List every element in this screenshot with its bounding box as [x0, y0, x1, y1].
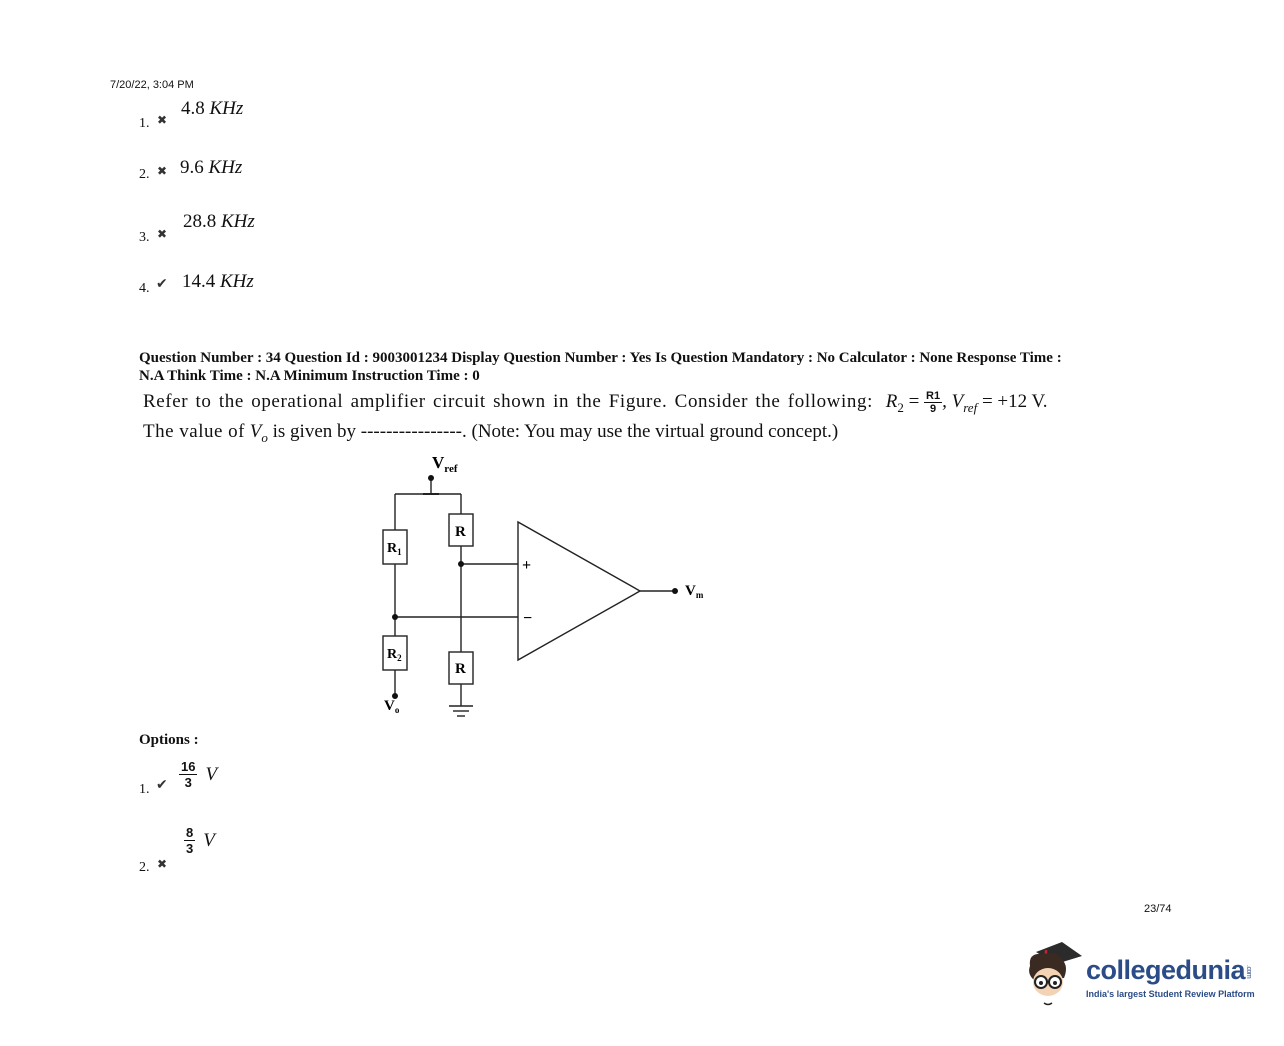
brand-suffix: .com	[1245, 965, 1253, 979]
option-1-number: 1.	[139, 782, 150, 797]
vref-value: = +12 V.	[981, 390, 1048, 412]
vo-symbol: V	[249, 421, 262, 442]
r1-over-9-fraction	[924, 390, 942, 415]
correct-check-icon: ✔	[156, 276, 168, 292]
prev-option-1-value: 4.8 KHz	[181, 98, 244, 119]
output-terminal-dot	[672, 588, 678, 594]
question-meta-line-1: Question Number : 34 Question Id : 9003001234 Display Question Number : Yes Is Question Mandatory : No Calculator : None Response Time :	[139, 350, 1062, 366]
fraction-denominator: 3	[186, 841, 194, 856]
vout-label: $V_m$	[685, 583, 704, 600]
wrong-mark-icon: ✖	[157, 113, 168, 127]
r-bottom-label: R	[455, 661, 466, 677]
brand-tagline: India's largest Student Review Platform	[1086, 989, 1255, 999]
equals-sign: =	[908, 390, 920, 412]
prev-option-1-number: 1.	[139, 116, 150, 131]
question-meta	[139, 349, 1169, 385]
r2-subscript: 2	[897, 399, 904, 415]
op-amp-circuit-diagram	[370, 448, 730, 723]
question-meta-line-2: N.A Think Time : N.A Minimum Instruction Time : 0	[139, 368, 480, 384]
question-text-1: Refer to the operational amplifier circuit shown in the Figure. Consider the following:	[143, 390, 873, 412]
option-2-fraction	[184, 825, 195, 856]
vref-label: $V_{ref}$	[432, 453, 458, 475]
fraction-denominator: 3	[184, 775, 192, 790]
junction-dot	[392, 614, 398, 620]
option-2-value[interactable]	[184, 825, 215, 856]
vref-symbol: , $V_{ref}$	[942, 390, 978, 415]
prev-option-2-value: 9.6 KHz	[180, 157, 243, 178]
wrong-mark-icon: ✖	[157, 164, 168, 178]
brand-name[interactable]: collegedunia.com	[1086, 955, 1253, 985]
fraction-numerator: 8	[186, 825, 194, 840]
r2-label: $R_2$	[387, 647, 402, 663]
timestamp: 7/20/22, 3:04 PM	[110, 79, 194, 91]
noninverting-input-label: +	[522, 557, 532, 574]
vo-label: $V_o$	[384, 698, 400, 715]
option-1-unit: V	[205, 763, 218, 785]
fraction-denominator: 9	[930, 403, 937, 415]
prev-option-4-value: 14.4 KHz	[182, 271, 254, 292]
fraction-numerator: R1	[926, 390, 941, 402]
question-text-line-1	[143, 390, 1048, 416]
junction-dot	[458, 561, 464, 567]
fraction-numerator: 16	[181, 759, 196, 774]
inverting-input-label: −	[523, 610, 533, 627]
option-1-fraction	[179, 759, 197, 790]
option-2-unit: V	[203, 829, 215, 851]
prev-option-2-number: 2.	[139, 167, 150, 182]
r1-label: $R_1$	[387, 541, 402, 557]
option-2-number: 2.	[139, 860, 150, 875]
prev-option-3-value: 28.8 KHz	[183, 211, 255, 232]
page-number: 23/74	[1144, 903, 1172, 915]
r-top-label: R	[455, 524, 466, 540]
option-1-value[interactable]	[179, 759, 217, 790]
wrong-mark-icon: ✖	[157, 857, 168, 871]
question-text-line-2: The value of $V_o$ is given by ----------------. (Note: You may use the virtual ground concept.)	[143, 421, 839, 445]
r2-symbol: R	[885, 390, 898, 412]
collegedunia-mascot-logo	[1024, 938, 1084, 1008]
question-text-2b: is given by ----------------. (Note: You may use the virtual ground concept.)	[272, 421, 839, 442]
wrong-mark-icon: ✖	[157, 227, 168, 241]
vref-terminal-dot	[428, 475, 434, 481]
correct-check-icon: ✔	[156, 777, 168, 793]
question-text-2a: The value of	[143, 421, 246, 442]
options-heading: Options :	[139, 732, 199, 748]
prev-option-4-number: 4.	[139, 281, 150, 296]
prev-option-3-number: 3.	[139, 230, 150, 245]
